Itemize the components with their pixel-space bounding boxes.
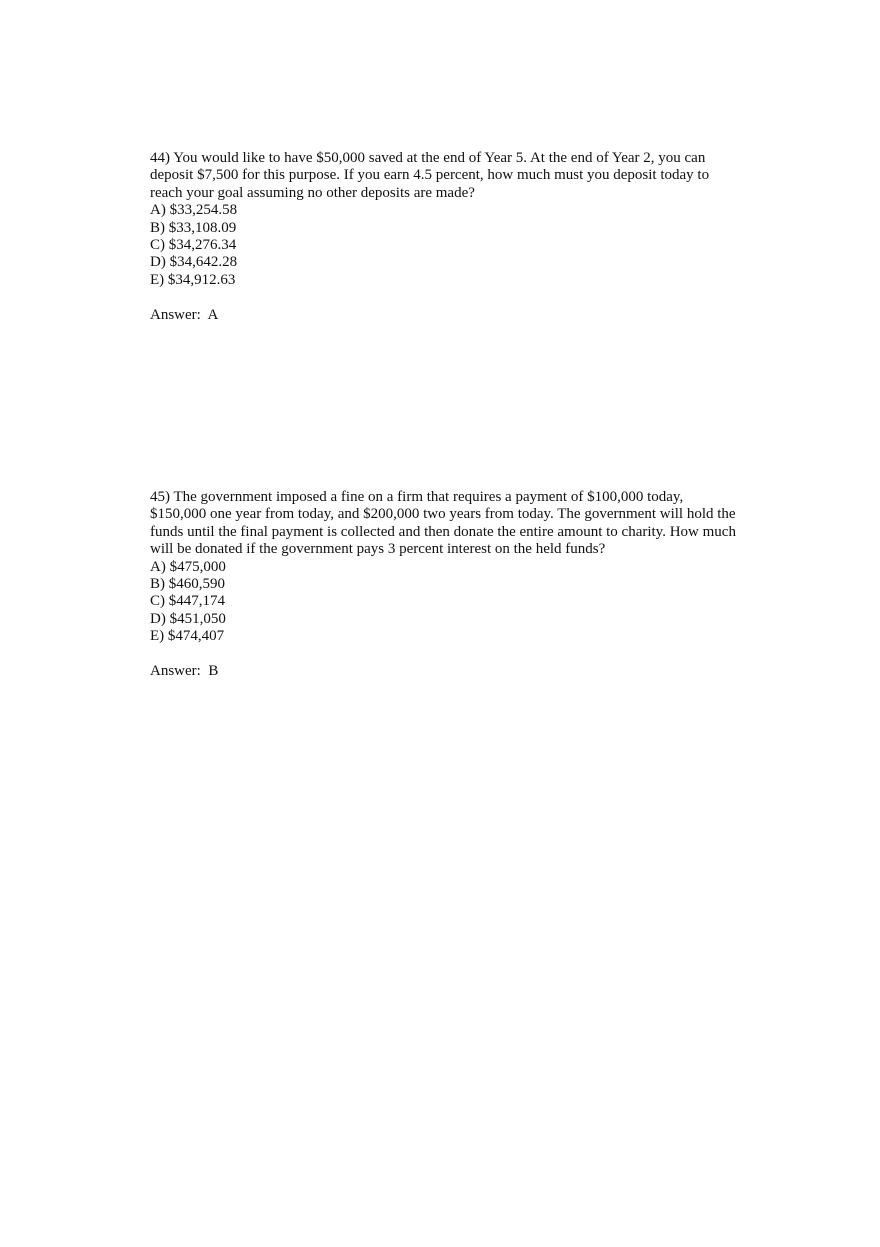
choice-c: C) $447,174 xyxy=(150,593,225,610)
choice-d: D) $451,050 xyxy=(150,610,226,627)
choice-c: C) $34,276.34 xyxy=(150,237,237,254)
answer-line: Answer: A xyxy=(150,306,219,323)
question-44 xyxy=(150,150,740,324)
choice-e: E) $34,912.63 xyxy=(150,271,236,288)
question-stem: 44) You would like to have $50,000 saved at the end of Year 5. At the end of Year 2, you can deposit $7,500 for this purpose. If you earn 4.5 percent, how much must you deposit today to reach your goal assuming no other deposits are made? xyxy=(150,150,710,201)
choice-b: B) $460,590 xyxy=(150,576,225,593)
choice-a: A) $33,254.58 xyxy=(150,202,238,219)
answer-choices xyxy=(150,559,740,646)
choice-d: D) $34,642.28 xyxy=(150,254,238,271)
choice-e: E) $474,407 xyxy=(150,628,225,645)
choice-b: B) $33,108.09 xyxy=(150,219,237,236)
choice-a: A) $475,000 xyxy=(150,558,226,575)
answer-line: Answer: B xyxy=(150,663,219,680)
question-45 xyxy=(150,489,740,680)
answer-choices xyxy=(150,202,740,289)
question-stem: 45) The government imposed a fine on a firm that requires a payment of $100,000 today, $150,000 one year from today, and $200,000 two years from today. The government will hold the funds until the final payment is collected and then donate the entire amount to charity. How much will be donated if the government pays 3 percent interest on the held funds? xyxy=(150,489,736,558)
